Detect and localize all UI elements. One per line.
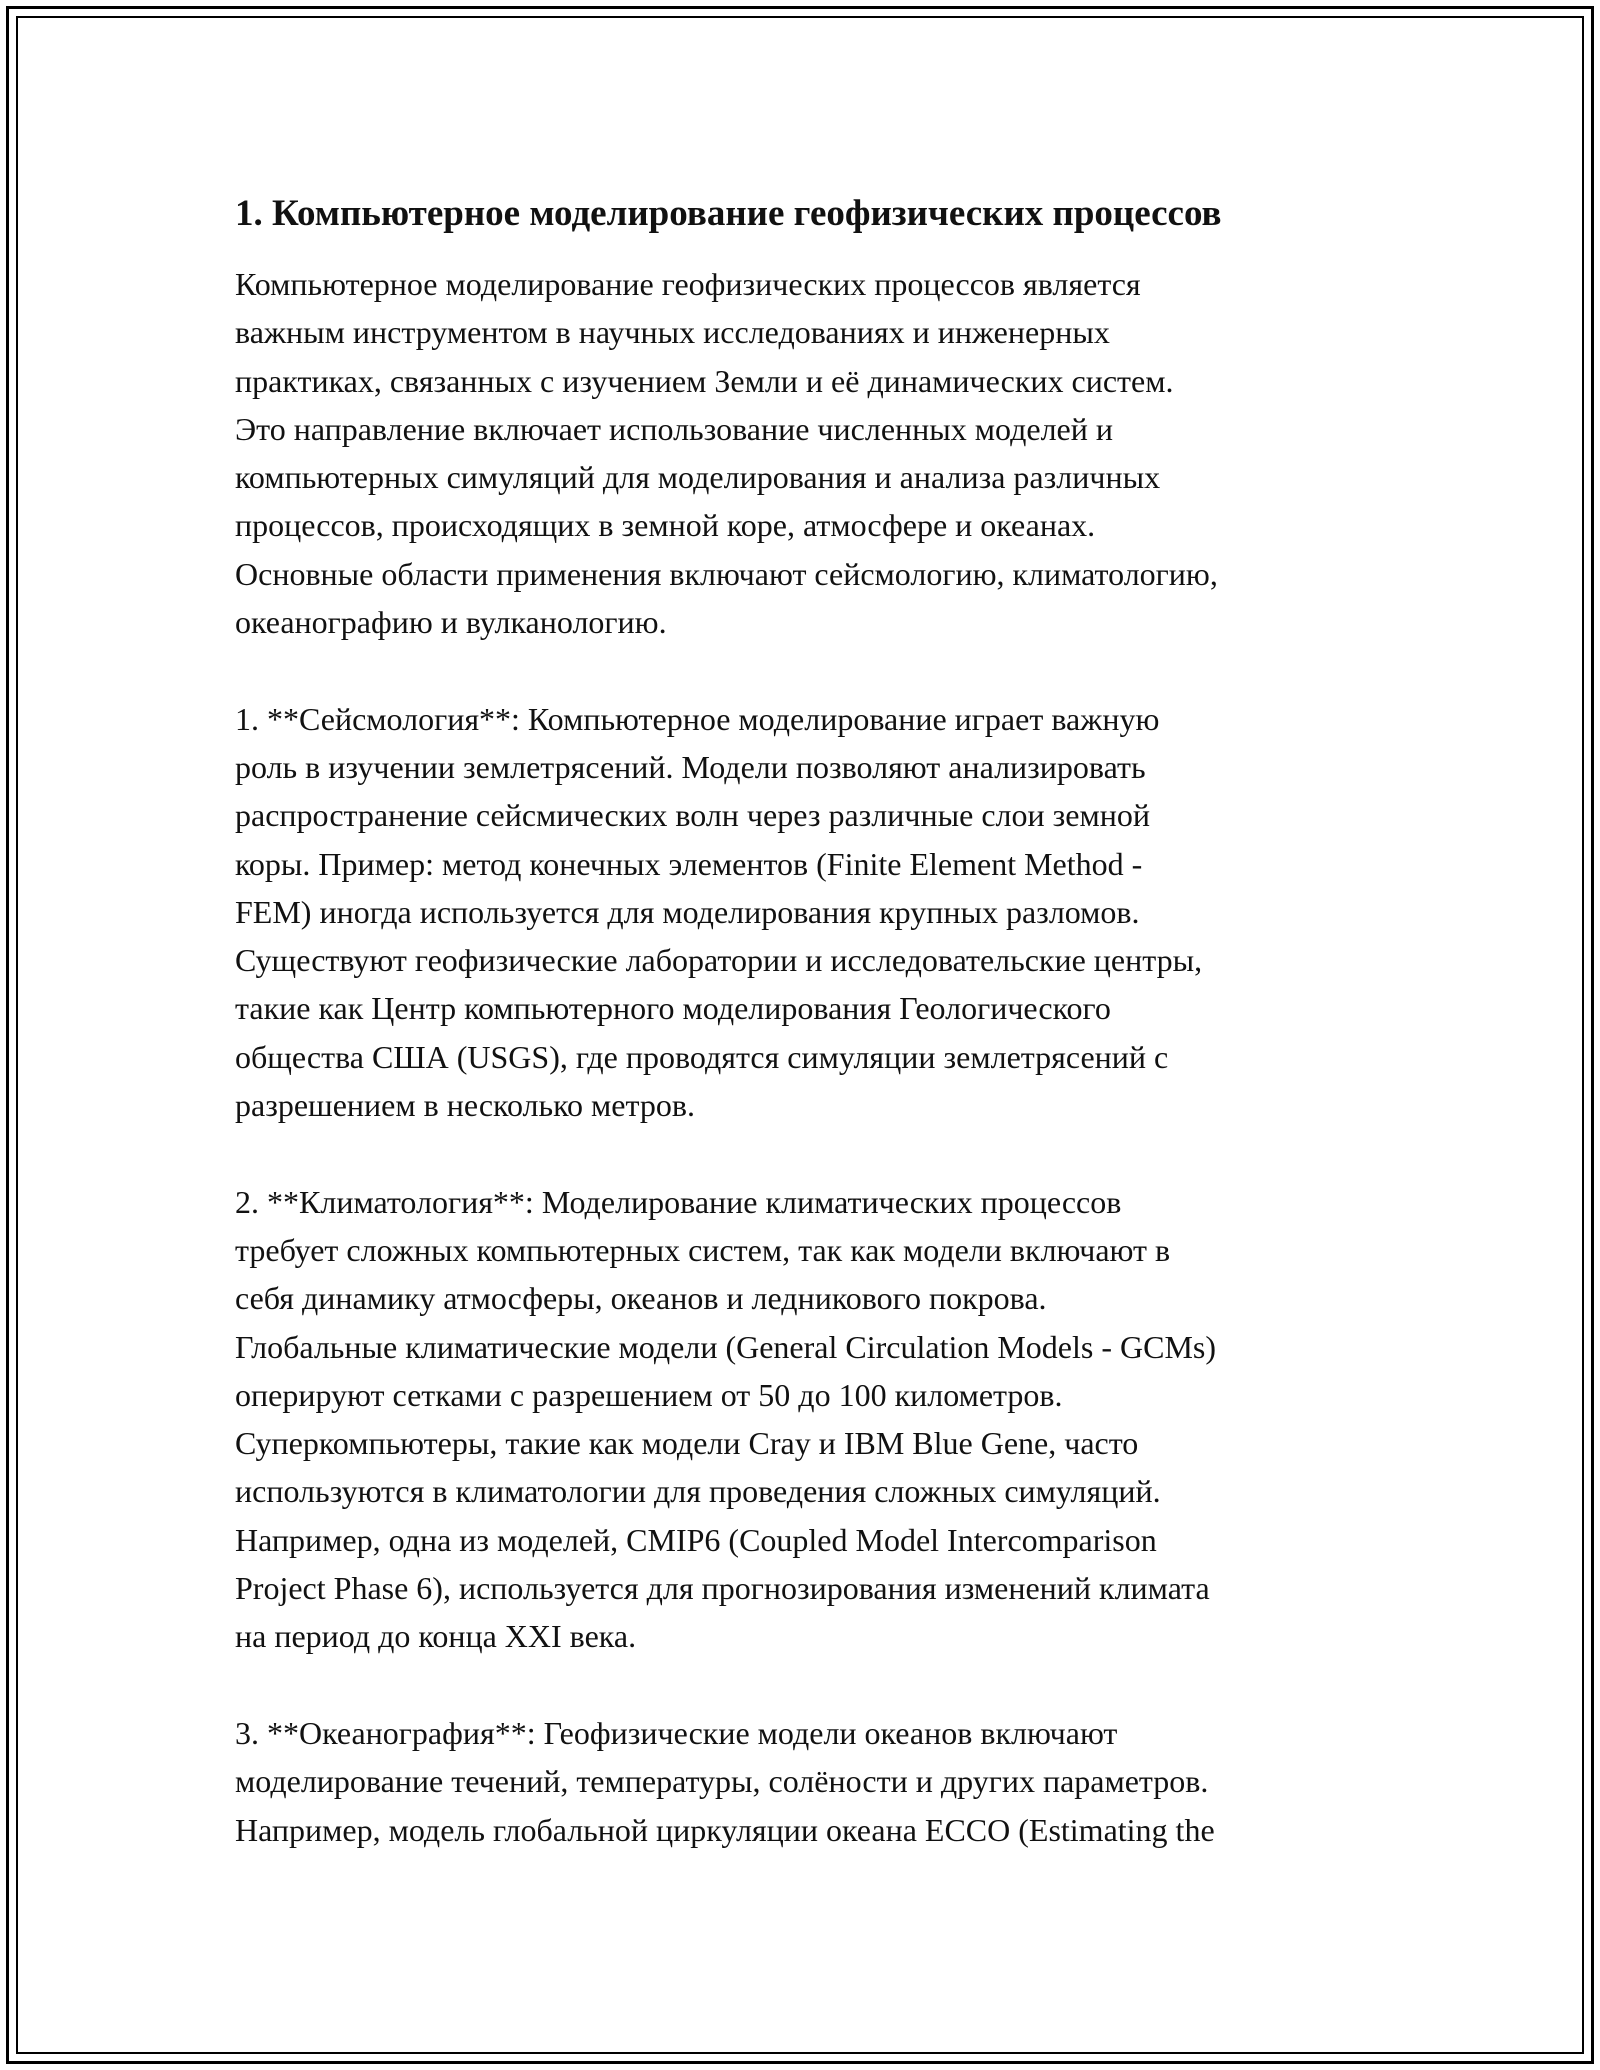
text-line: Project Phase 6), используется для прогнозирования изменений климата: [235, 1570, 1210, 1607]
text-line: Существуют геофизические лаборатории и исследовательские центры,: [235, 942, 1203, 979]
text-line: FEM) иногда используется для моделирования крупных разломов.: [235, 893, 1140, 930]
text-line: процессов, происходящих в земной коре, атмосфере и океанах.: [235, 507, 1096, 544]
text-line: используются в климатологии для проведения сложных симуляций.: [235, 1473, 1161, 1510]
document-heading: 1. Компьютерное моделирование геофизических процессов: [235, 193, 1222, 234]
paragraph-oceanography: [235, 1709, 1375, 1854]
text-line: Это направление включает использование численных моделей и: [235, 410, 1113, 447]
paragraph-intro: [235, 260, 1375, 646]
text-line: компьютерных симуляций для моделирования и анализа различных: [235, 459, 1161, 496]
text-line: Например, одна из моделей, CMIP6 (Coupled Model Intercomparison: [235, 1521, 1157, 1558]
text-line: такие как Центр компьютерного моделирования Геологического: [235, 990, 1111, 1027]
text-line: на период до конца XXI века.: [235, 1618, 637, 1655]
text-line: 1. **Сейсмология**: Компьютерное моделирование играет важную: [235, 700, 1160, 737]
text-line: 3. **Океанография**: Геофизические модели океанов включают: [235, 1714, 1118, 1751]
text-line: общества США (USGS), где проводятся симуляции землетрясений с: [235, 1038, 1169, 1075]
text-line: себя динамику атмосферы, океанов и ледникового покрова.: [235, 1280, 1047, 1317]
text-line: оперируют сетками с разрешением от 50 до 100 километров.: [235, 1376, 1063, 1413]
text-line: Суперкомпьютеры, такие как модели Cray и IBM Blue Gene, часто: [235, 1425, 1139, 1462]
text-line: Например, модель глобальной циркуляции океана ECCO (Estimating the: [235, 1811, 1215, 1848]
text-line: моделирование течений, температуры, солёности и других параметров.: [235, 1763, 1209, 1800]
document-body: [235, 186, 1375, 1854]
text-line: разрешением в несколько метров.: [235, 1087, 695, 1124]
text-line: распространение сейсмических волн через различные слои земной: [235, 797, 1150, 834]
text-line: Компьютерное моделирование геофизических процессов является: [235, 266, 1141, 302]
text-line: коры. Пример: метод конечных элементов (Finite Element Method -: [235, 845, 1143, 882]
text-line: Основные области применения включают сейсмологию, климатологию,: [235, 555, 1218, 592]
text-line: океанографию и вулканологию.: [235, 604, 667, 641]
text-line: Глобальные климатические модели (General Circulation Models - GCMs): [235, 1328, 1217, 1365]
paragraph-seismology: [235, 695, 1375, 1130]
paragraph-climatology: [235, 1178, 1375, 1661]
text-line: требует сложных компьютерных систем, так как модели включают в: [235, 1231, 1171, 1268]
text-line: 2. **Климатология**: Моделирование климатических процессов: [235, 1183, 1122, 1220]
text-line: важным инструментом в научных исследованиях и инженерных: [235, 314, 1110, 351]
text-line: практиках, связанных с изучением Земли и её динамических систем.: [235, 362, 1174, 399]
text-line: роль в изучении землетрясений. Модели позволяют анализировать: [235, 748, 1146, 785]
